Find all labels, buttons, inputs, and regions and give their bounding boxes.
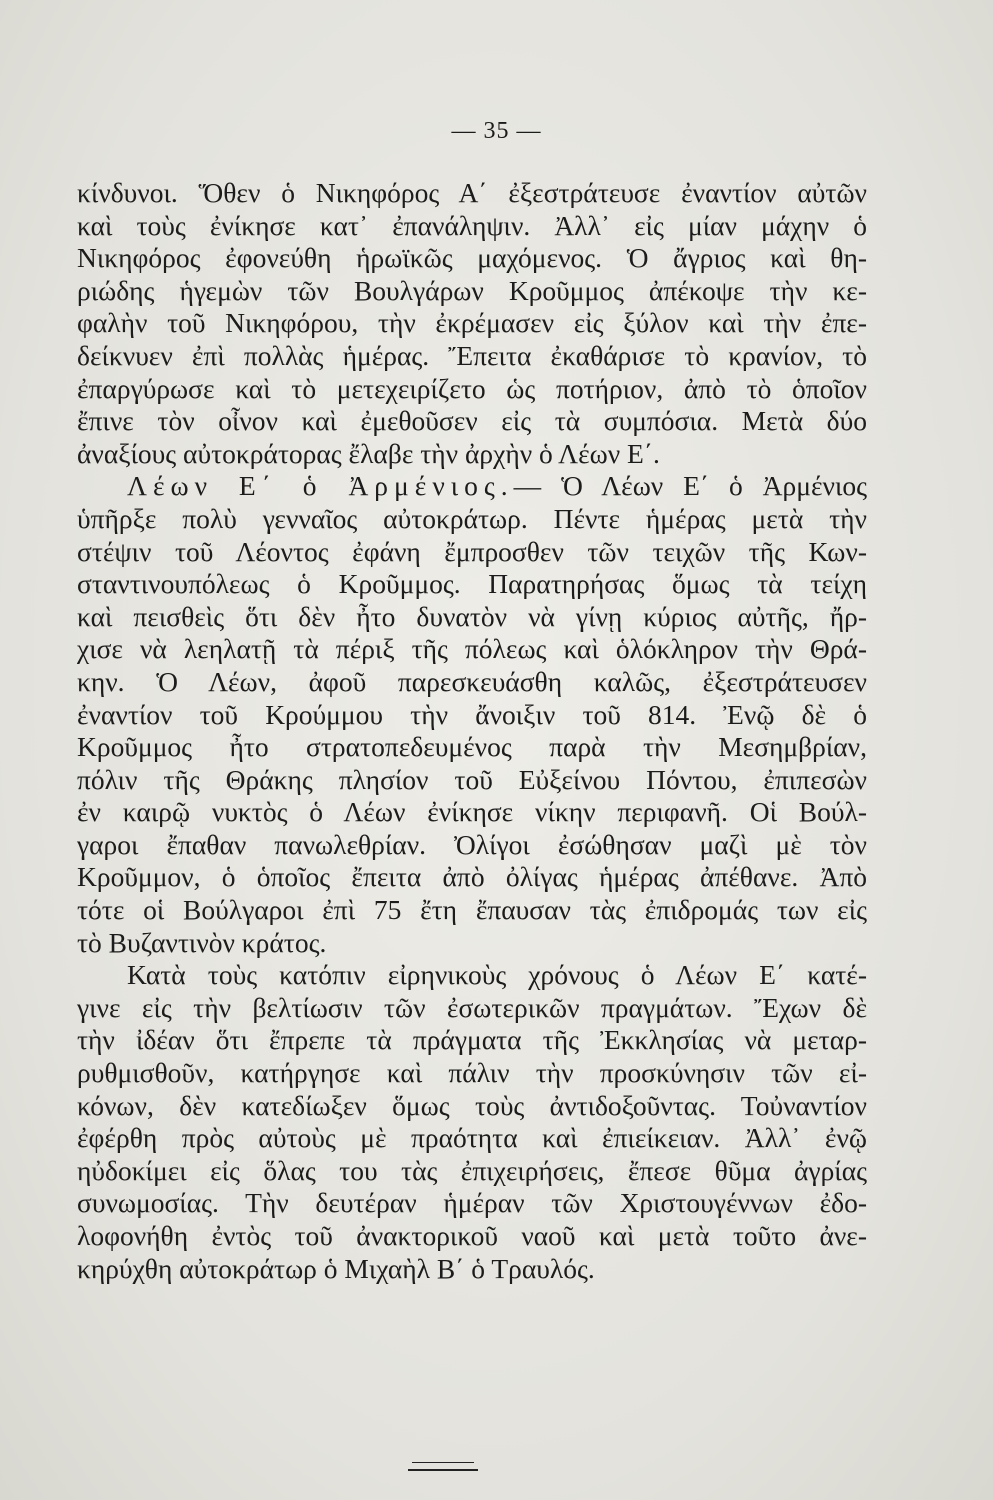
section-heading-line xyxy=(77,470,867,503)
end-rule xyxy=(408,1469,478,1471)
text-line: ριώδης ἡγεμὼν τῶν Βουλγάρων Κροῦμμος ἀπέκοψε τὴν κε- xyxy=(77,274,867,306)
text-line: δείκνυεν ἐπὶ πολλὰς ἡμέρας. Ἔπειτα ἐκαθάρισε τὸ κρανίον, τὸ xyxy=(77,339,867,371)
text-line: ρυθμισθοῦν, κατήργησε καὶ πάλιν τὴν προσκύνησιν τῶν εἰ- xyxy=(77,1057,867,1089)
text-line: σταντινουπόλεως ὁ Κροῦμμος. Παρατηρήσας ὅμως τὰ τείχη xyxy=(77,568,867,600)
text-line: ἐν καιρῷ νυκτὸς ὁ Λέων ἐνίκησε νίκην περιφανῆ. Οἱ Βούλ- xyxy=(77,796,867,828)
text-line: πόλιν τῆς Θράκης πλησίον τοῦ Εὐξείνου Πόντου, ἐπιπεσὼν xyxy=(77,763,867,795)
text-line: ἀναξίους αὐτοκράτορας ἔλαβε τὴν ἀρχὴν ὁ Λέων Ε΄. xyxy=(77,437,660,469)
text-line: Νικηφόρος ἐφονεύθη ἡρωϊκῶς μαχόμενος. Ὁ ἄγριος καὶ θη- xyxy=(77,242,867,274)
text-line: κηρύχθη αὐτοκράτωρ ὁ Μιχαὴλ Β΄ ὁ Τραυλός. xyxy=(77,1252,595,1284)
text-line: κίνδυνοι. Ὅθεν ὁ Νικηφόρος Α΄ ἐξεστράτευσε ἐναντίον αὐτῶν xyxy=(77,177,867,208)
text-line: στέψιν τοῦ Λέοντος ἐφάνη ἔμπροσθεν τῶν τειχῶν τῆς Κων- xyxy=(77,535,867,567)
text-line: γινε εἰς τὴν βελτίωσιν τῶν ἐσωτερικῶν πραγμάτων. Ἔχων δὲ xyxy=(77,991,867,1023)
text-line: Κατὰ τοὺς κατόπιν εἰρηνικοὺς χρόνους ὁ Λέων Ε΄ κατέ- xyxy=(127,959,867,991)
text-line: φαλὴν τοῦ Νικηφόρου, τὴν ἐκρέμασεν εἰς ξύλον καὶ τὴν ἐπε- xyxy=(77,307,867,339)
text-line: ὑπῆρξε πολὺ γενναῖος αὐτοκράτωρ. Πέντε ἡμέρας μετὰ τὴν xyxy=(77,502,867,534)
end-rule-top xyxy=(412,1462,474,1463)
section-lead: — Ὁ Λέων Ε΄ ὁ Ἀρμένιος xyxy=(513,470,868,502)
text-line: ἐφέρθη πρὸς αὐτοὺς μὲ πραότητα καὶ ἐπιείκειαν. Ἀλλ᾽ ἐνῷ xyxy=(77,1122,867,1154)
text-line: ἔπινε τὸν οἶνον καὶ ἐμεθοῦσεν εἰς τὰ συμπόσια. Μετὰ δύο xyxy=(77,405,867,437)
text-line: Κροῦμμος ἦτο στρατοπεδευμένος παρὰ τὴν Μεσημβρίαν, xyxy=(77,731,867,763)
section-title: Λέων Ε΄ ὁ Ἀρμένιος. xyxy=(127,470,514,502)
text-line: τὸ Βυζαντινὸν κράτος. xyxy=(77,926,327,958)
text-line: λοφονήθη ἐντὸς τοῦ ἀνακτορικοῦ ναοῦ καὶ μετὰ τοῦτο ἀνε- xyxy=(77,1220,867,1251)
text-line: ἐναντίον τοῦ Κρούμμου τὴν ἄνοιξιν τοῦ 814. Ἐνῷ δὲ ὁ xyxy=(77,698,867,730)
text-line: ηὐδοκίμει εἰς ὅλας του τὰς ἐπιχειρήσεις, ἔπεσε θῦμα ἀγρίας xyxy=(77,1154,867,1186)
text-line: χισε νὰ λεηλατῇ τὰ πέριξ τῆς πόλεως καὶ ὁλόκληρον τὴν Θρά- xyxy=(77,633,867,665)
text-line: συνωμοσίας. Τὴν δευτέραν ἡμέραν τῶν Χριστουγέννων ἐδο- xyxy=(77,1187,867,1219)
text-line: καὶ πεισθεὶς ὅτι δὲν ἦτο δυνατὸν νὰ γίνῃ κύριος αὐτῆς, ἤρ- xyxy=(77,600,867,632)
text-line: τότε οἱ Βούλγαροι ἐπὶ 75 ἔτη ἔπαυσαν τὰς ἐπιδρομάς των εἰς xyxy=(77,894,867,926)
text-line: ἐπαργύρωσε καὶ τὸ μετεχειρίζετο ὡς ποτήριον, ἀπὸ τὸ ὁποῖον xyxy=(77,372,867,404)
text-line: καὶ τοὺς ἐνίκησε κατ᾽ ἐπανάληψιν. Ἀλλ᾽ εἰς μίαν μάχην ὁ xyxy=(77,209,867,241)
text-line: γαροι ἔπαθαν πανωλεθρίαν. Ὀλίγοι ἐσώθησαν μαζὶ μὲ τὸν xyxy=(77,828,867,860)
text-line: κην. Ὁ Λέων, ἀφοῦ παρεσκευάσθη καλῶς, ἐξεστράτευσεν xyxy=(77,665,867,697)
text-line: κόνων, δὲν κατεδίωξεν ὅμως τοὺς ἀντιδοξοῦντας. Τοὐναντίον xyxy=(77,1089,867,1121)
body-text xyxy=(77,177,867,1285)
page-number: — 35 — xyxy=(451,118,542,144)
text-line: τὴν ἰδέαν ὅτι ἔπρεπε τὰ πράγματα τῆς Ἐκκλησίας νὰ μεταρ- xyxy=(77,1024,867,1056)
text-line: Κροῦμμον, ὁ ὁποῖος ἔπειτα ἀπὸ ὀλίγας ἡμέρας ἀπέθανε. Ἀπὸ xyxy=(77,861,867,893)
